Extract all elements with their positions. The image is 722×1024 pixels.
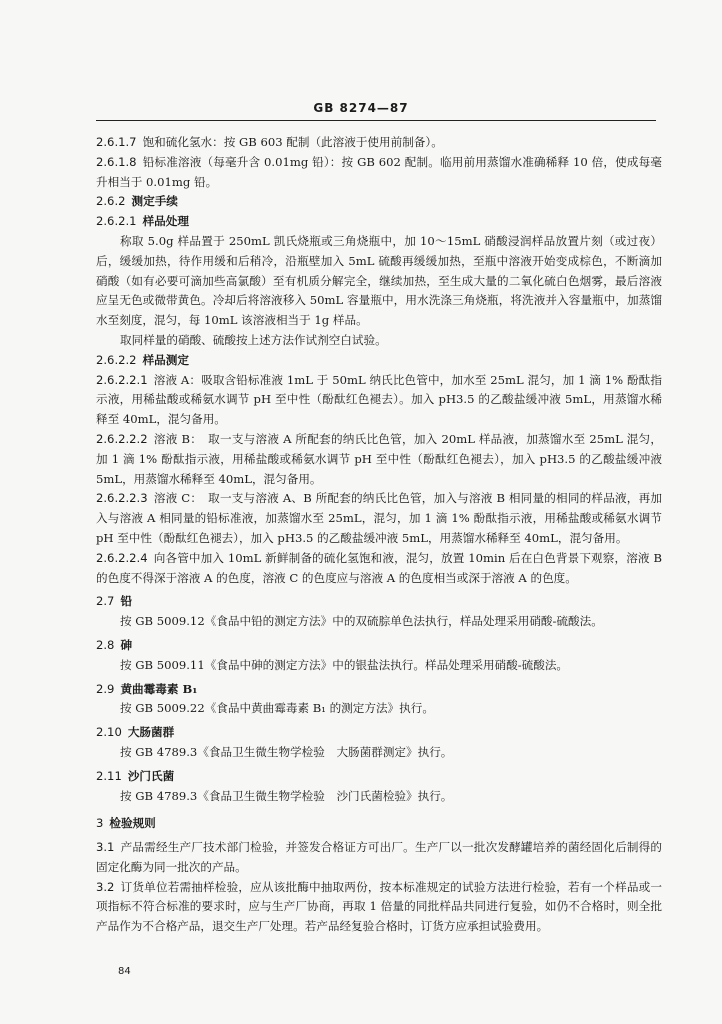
- section-number: 2.6.2.2.1: [96, 372, 148, 387]
- section-number: 2.6.2.2: [96, 352, 137, 367]
- page-number: 84: [118, 966, 131, 977]
- section-number: 2.6.2.2.4: [96, 550, 148, 565]
- paragraph: [96, 699, 662, 719]
- section-number: 2.6.1.8: [96, 154, 137, 169]
- paragraph-text: 溶液 C： 取一支与溶液 A、B 所配套的纳氏比色管，加入与溶液 B 相同量的相同的样品液，再加入与溶液 A 相同量的铅标准液，加蒸馏水至 25mL，混匀，加 1 滴 1% 酚酞指示液，用稀盐酸或稀氨水调节 pH 至中性（酚酞红色褪去），加入 pH3.5 的乙酸盐缓冲液 5mL，用蒸馏水稀释至 40mL，混匀备用。: [96, 491, 662, 545]
- section-heading: [96, 592, 662, 612]
- paragraph-text: 铅标准溶液（每毫升含 0.01mg 铅）：按 GB 602 配制。临用前用蒸馏水准确稀释 10 倍，使成每毫升相当于 0.01mg 铅。: [96, 154, 662, 189]
- section-heading: [96, 212, 662, 232]
- section-title: 样品处理: [142, 214, 189, 229]
- section-title: 砷: [120, 637, 133, 652]
- section-number: 3.2: [96, 879, 115, 894]
- paragraph: [96, 787, 662, 807]
- document-header: GB 8274—87: [313, 101, 409, 115]
- section-title: 黄曲霉毒素 B₁: [120, 681, 198, 696]
- section-heading: [96, 680, 662, 700]
- section-number: 2.9: [96, 681, 115, 696]
- paragraph: [96, 489, 662, 548]
- paragraph-text: 称取 5.0g 样品置于 250mL 凯氏烧瓶或三角烧瓶中，加 10～15mL 硝酸浸润样品放置片刻（或过夜）后，缓缓加热，待作用缓和后稍冷，沿瓶壁加入 5mL 硫酸再缓缓加热，至瓶中溶液开始变成棕色，不断滴加硝酸（如有必要可滴加些高氯酸）至有机质分解完全，继续加热，至生成大量的二氧化硫白色烟雾，最后溶液应呈无色或微带黄色。冷却后将溶液移入 50mL 容量瓶中，用水洗涤三角烧瓶，将洗液并入容量瓶中，加蒸馏水至刻度，混匀，每 10mL 该溶液相当于 1g 样品。: [96, 233, 662, 328]
- section-title: 大肠菌群: [127, 725, 175, 740]
- paragraph-text: 按 GB 5009.11《食品中砷的测定方法》中的银盐法执行。样品处理采用硝酸-硫酸法。: [120, 657, 569, 672]
- paragraph-text: 溶液 A：吸取含铅标准液 1mL 于 50mL 纳氏比色管中，加水至 25mL 混匀，加 1 滴 1% 酚酞指示液，用稀盐酸或稀氨水调节 pH 至中性（酚酞红色褪去）。加入 pH3.5 的乙酸盐缓冲液 5mL，用蒸馏水稀释至 40mL，混匀备用。: [96, 372, 662, 427]
- section-number: 2.6.2: [96, 194, 126, 209]
- paragraph: [96, 153, 662, 193]
- paragraph: [96, 838, 662, 878]
- section-heading: [96, 767, 662, 787]
- section-heading: [96, 723, 662, 743]
- paragraph-text: 按 GB 4789.3《食品卫生微生物学检验 沙门氏菌检验》执行。: [120, 788, 453, 803]
- section-number: 3: [96, 816, 104, 831]
- paragraph: [96, 133, 662, 153]
- header-rule: [96, 120, 656, 121]
- paragraph: [96, 656, 662, 676]
- paragraph: [96, 232, 662, 331]
- section-heading: [96, 351, 662, 371]
- paragraph: [96, 612, 662, 632]
- section-number: 2.7: [96, 594, 115, 609]
- paragraph: [96, 371, 662, 430]
- section-title: 沙门氏菌: [127, 768, 175, 783]
- section-heading: [96, 636, 662, 656]
- paragraph-text: 溶液 B： 取一支与溶液 A 所配套的纳氏比色管，加入 20mL 样品液，加蒸馏水至 25mL 混匀，加 1 滴 1% 酚酞指示液，用稀盐酸或稀氨水调节 pH 至中性（酚酞红色褪去），加入 pH3.5 的乙酸盐缓冲液 5mL，用蒸馏水稀释至 40mL，混匀备用。: [96, 431, 662, 486]
- section-number: 3.1: [96, 840, 115, 855]
- paragraph-text: 向各管中加入 10mL 新鲜制备的硫化氢饱和液，混匀，放置 10min 后在白色背景下观察，溶液 B 的色度不得深于溶液 A 的色度，溶液 C 的色度应与溶液 A 的色度相当或深于溶液 A 的色度。: [96, 550, 662, 585]
- section-number: 2.6.2.1: [96, 214, 137, 229]
- section-title: 检验规则: [109, 816, 156, 831]
- paragraph-text: 按 GB 4789.3《食品卫生微生物学检验 大肠菌群测定》执行。: [120, 744, 453, 759]
- section-heading: [96, 192, 662, 212]
- section-number: 2.6.1.7: [96, 135, 137, 149]
- paragraph: [96, 331, 662, 351]
- paragraph-text: 按 GB 5009.22《食品中黄曲霉毒素 B₁ 的测定方法》执行。: [120, 701, 434, 716]
- paragraph-text: 饱和硫化氢水：按 GB 603 配制（此溶液于使用前制备）。: [142, 135, 443, 149]
- paragraph-text: 取同样量的硝酸、硫酸按上述方法作试剂空白试验。: [120, 332, 387, 347]
- paragraph: [96, 878, 662, 937]
- section-number: 2.11: [96, 768, 122, 783]
- document-body: [96, 133, 662, 937]
- section-number: 2.10: [96, 725, 122, 740]
- paragraph: [96, 549, 662, 589]
- spacer: [96, 806, 662, 814]
- paragraph-text: 产品需经生产厂技术部门检验，并签发合格证方可出厂。生产厂以一批次发酵罐培养的菌经固化后制得的固定化酶为同一批次的产品。: [96, 840, 662, 874]
- section-number: 2.8: [96, 637, 115, 652]
- section-number: 2.6.2.2.2: [96, 431, 148, 446]
- paragraph-text: 按 GB 5009.12《食品中铅的测定方法》中的双硫腙单色法执行，样品处理采用硝酸-硫酸法。: [120, 614, 603, 629]
- section-heading: [96, 814, 662, 834]
- paragraph-text: 订货单位若需抽样检验，应从该批酶中抽取两份，按本标准规定的试验方法进行检验，若有一个样品或一项指标不符合标准的要求时，应与生产厂协商，再取 1 倍量的同批样品共同进行复验，如仍不合格时，则全批产品作为不合格产品，退交生产厂处理。若产品经复验合格时，订货方应承担试验费用。: [96, 879, 662, 934]
- section-title: 测定手续: [131, 194, 178, 209]
- paragraph: [96, 743, 662, 763]
- section-title: 样品测定: [142, 352, 189, 367]
- section-title: 铅: [120, 594, 133, 609]
- paragraph: [96, 430, 662, 489]
- section-number: 2.6.2.2.3: [96, 491, 148, 506]
